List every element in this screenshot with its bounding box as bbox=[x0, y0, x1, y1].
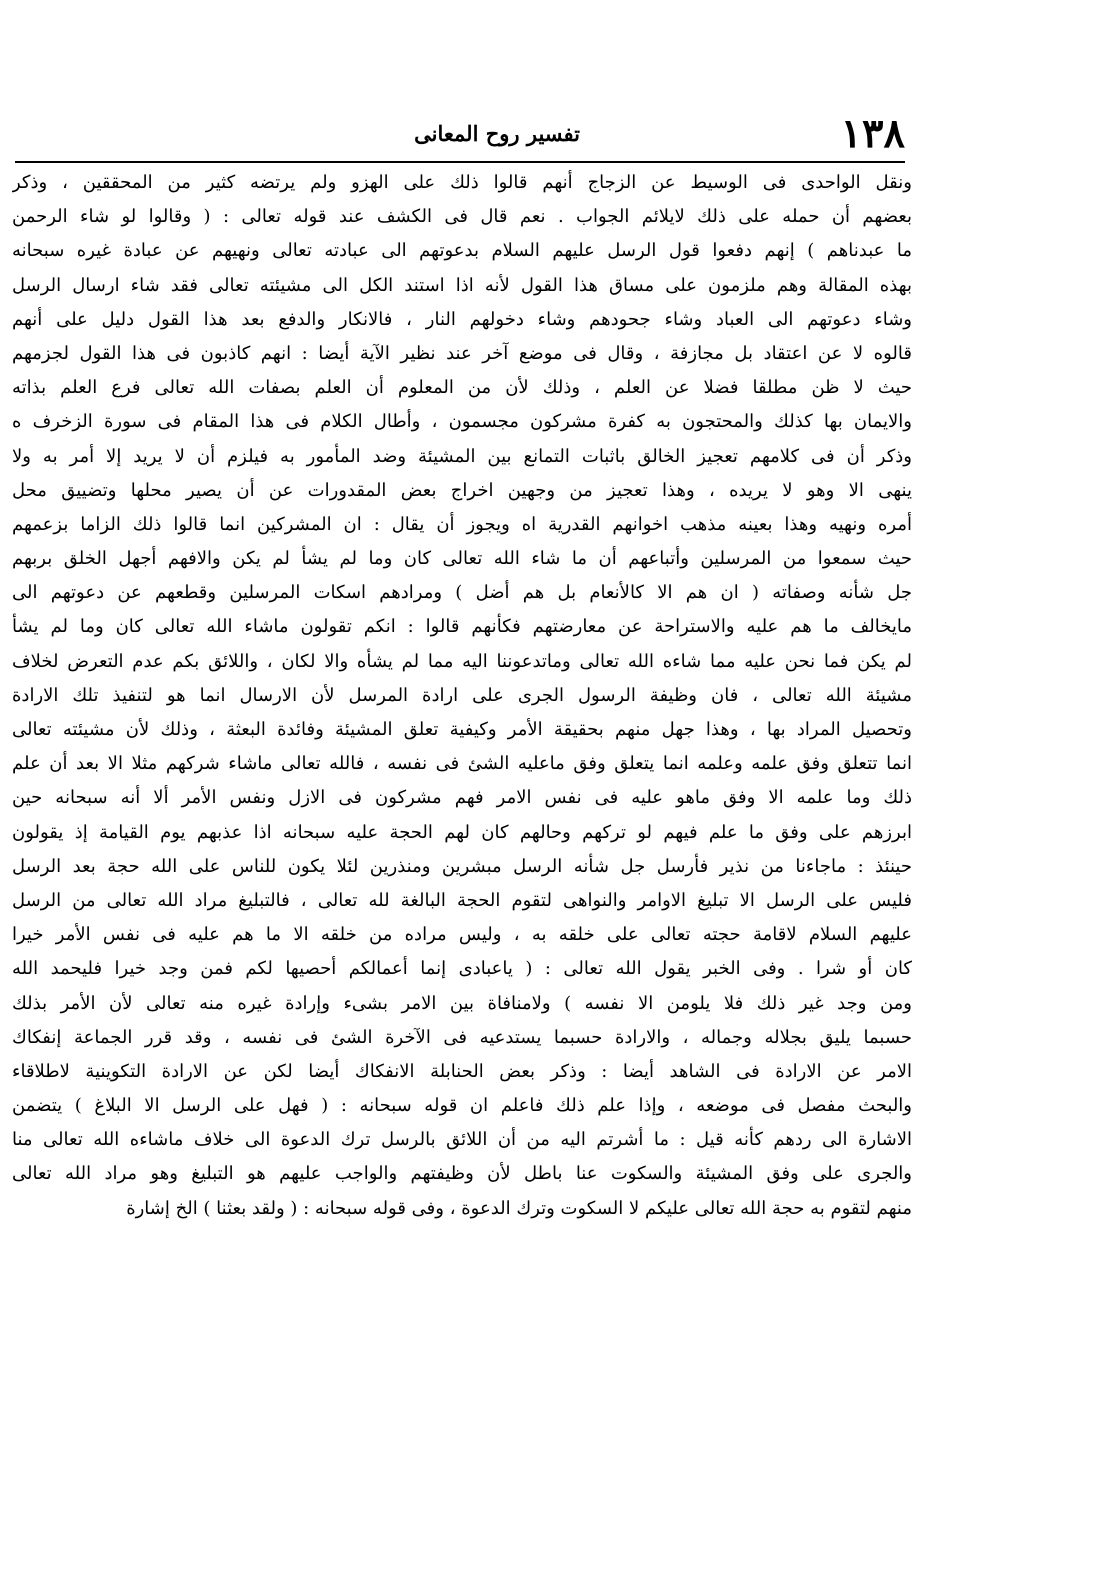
text-line: ذلك وما علمه الا وفق ماهو عليه فى نفس الامر فهم مشركون فى الازل ونفس الأمر ألا أنه سبحانه حين bbox=[12, 787, 912, 809]
page-number: ١٣٨ bbox=[840, 110, 905, 157]
running-title: تفسير روح المعانى bbox=[414, 121, 580, 146]
body-text bbox=[12, 166, 912, 1226]
text-line: انما تتعلق وفق علمه وعلمه انما يتعلق وفق ماعليه الشئ فى نفسه ، فالله تعالى ماشاء شركهم مثلا الا بعد أن علم bbox=[12, 753, 912, 775]
page-header bbox=[105, 108, 905, 160]
text-line: الامر عن الارادة فى الشاهد أيضا : وذكر بعض الحنابلة الانفكاك أيضا لكن عن الارادة التكوينية لاطلاقاء bbox=[12, 1060, 912, 1082]
text-line: مايخالف ما هم عليه والاستراحة عن معارضتهم فكأنهم قالوا : انكم تقولون ماشاء الله تعالى كان وما لم يشأ bbox=[12, 616, 912, 638]
text-line: ومن وجد غير ذلك فلا يلومن الا نفسه ) ولامنافاة بين الامر بشىء وإرادة غيره منه تعالى لأن الأمر بذلك bbox=[12, 992, 912, 1014]
header-rule bbox=[15, 161, 905, 163]
text-line: بهذه المقالة وهم ملزمون على مساق هذا القول لأنه اذا استند الكل الى مشيئته تعالى فقد شاء ارسال الرسل bbox=[12, 274, 912, 296]
text-line: كان أو شرا . وفى الخبر يقول الله تعالى : ( ياعبادى إنما أعمالكم أحصيها لكم فمن وجد خيرا فليحمد الله bbox=[12, 958, 912, 980]
text-line: فليس على الرسل الا تبليغ الاوامر والنواهى لتقوم الحجة البالغة لله تعالى ، فالتبليغ مراد الله تعالى من الرسل bbox=[12, 889, 912, 911]
text-line: حيث لا ظن مطلقا فضلا عن العلم ، وذلك لأن من المعلوم أن العلم بصفات الله تعالى فرع العلم بذاته bbox=[12, 377, 912, 399]
text-line: مشيئة الله تعالى ، فان وظيفة الرسول الجرى على ارادة المرسل لأن الارسال انما هو لتنفيذ تلك الارادة bbox=[12, 684, 912, 706]
text-line: وشاء دعوتهم الى العباد وشاء جحودهم وشاء دخولهم النار ، فالانكار والدفع بعد هذا القول دليل على أنهم bbox=[12, 308, 912, 330]
text-line: حيث سمعوا من المرسلين وأتباعهم أن ما شاء الله تعالى كان وما لم يشأ لم يكن والافهم أجهل الخلق بربهم bbox=[12, 548, 912, 570]
text-line: ابرزهم على وفق ما علم فيهم لو تركهم وحالهم كان لهم الحجة عليه سبحانه اذا عذبهم يوم القيامة إذ يقولون bbox=[12, 821, 912, 843]
text-line: ونقل الواحدى فى الوسيط عن الزجاج أنهم قالوا ذلك على الهزو ولم يرتضه كثير من المحققين ، وذكر bbox=[12, 172, 912, 193]
text-line: والجرى على وفق المشيئة والسكوت عنا باطل لأن وظيفتهم والواجب عليهم هو التبليغ وهو مراد الله تعالى bbox=[12, 1163, 912, 1185]
text-line: بعضهم أن حمله على ذلك لايلائم الجواب . نعم قال فى الكشف عند قوله تعالى : ( وقالوا لو شاء الرحمن bbox=[12, 206, 912, 228]
text-line: حسبما يليق بجلاله وجماله ، والارادة حسبما يستدعيه فى الآخرة الشئ فى نفسه ، وقد قرر الجماعة إنفكاك bbox=[12, 1026, 912, 1048]
text-line: منهم لتقوم به حجة الله تعالى عليكم لا السكوت وترك الدعوة ، وفى قوله سبحانه : ( ولقد بعثنا ) الخ إشارة bbox=[126, 1197, 912, 1219]
text-line: الاشارة الى ردهم كأنه قيل : ما أشرتم اليه من أن اللائق بالرسل ترك الدعوة الى خلاف ماشاءه الله تعالى منا bbox=[12, 1129, 912, 1151]
text-line: لم يكن فما نحن عليه مما شاءه الله تعالى وماتدعوننا اليه مما لم يشأه والا لكان ، واللائق بكم عدم التعرض لخلاف bbox=[12, 650, 912, 672]
text-line: والايمان بها كذلك والمحتجون به كفرة مشركون مجسمون ، وأطال الكلام فى هذا المقام فى سورة الزخرف ه bbox=[12, 411, 912, 433]
text-line: حينئذ : ماجاءنا من نذير فأرسل جل شأنه الرسل مبشرين ومنذرين لئلا يكون للناس على الله حجة بعد الرسل bbox=[12, 855, 912, 877]
text-line: وتحصيل المراد بها ، وهذا جهل منهم بحقيقة الأمر وكيفية تعلق المشيئة وفائدة البعثة ، وذلك لأن مشيئته تعالى bbox=[12, 719, 912, 740]
text-line: ما عبدناهم ) إنهم دفعوا قول الرسل عليهم السلام بدعوتهم الى عبادته تعالى ونهيهم عن عبادة غيره سبحانه bbox=[12, 240, 912, 262]
text-line: عليهم السلام لاقامة حجته تعالى على خلقه به ، وليس مراده من خلقه الا ما هم عليه فى نفس الأمر خيرا bbox=[12, 924, 912, 946]
text-line: قالوه لا عن اعتقاد بل مجازفة ، وقال فى موضع آخر عند نظير الآية أيضا : انهم كاذبون فى هذا القول لجزمهم bbox=[12, 342, 912, 364]
text-line: وذكر أن فى كلامهم تعجيز الخالق باثبات التمانع بين المشيئة وضد المأمور به فيلزم أن لا يريد إلا أمر به ولا bbox=[12, 445, 912, 467]
text-line: والبحث مفصل فى موضعه ، وإذا علم ذلك فاعلم ان قوله سبحانه : ( فهل على الرسل الا البلاغ ) يتضمن bbox=[12, 1095, 912, 1117]
text-line: جل شأنه وصفاته ( ان هم الا كالأنعام بل هم أضل ) ومرادهم اسكات المرسلين وقطعهم عن دعوتهم الى bbox=[12, 582, 912, 604]
text-line: أمره ونهيه وهذا بعينه مذهب اخوانهم القدرية اه ويجوز أن يقال : ان المشركين انما قالوا ذلك الزاما بزعمهم bbox=[12, 513, 912, 535]
text-line: ينهى الا وهو لا يريده ، وهذا تعجيز من وجهين اخراج بعض المقدورات عن أن يصير محلها وتضييق محل bbox=[12, 479, 912, 501]
